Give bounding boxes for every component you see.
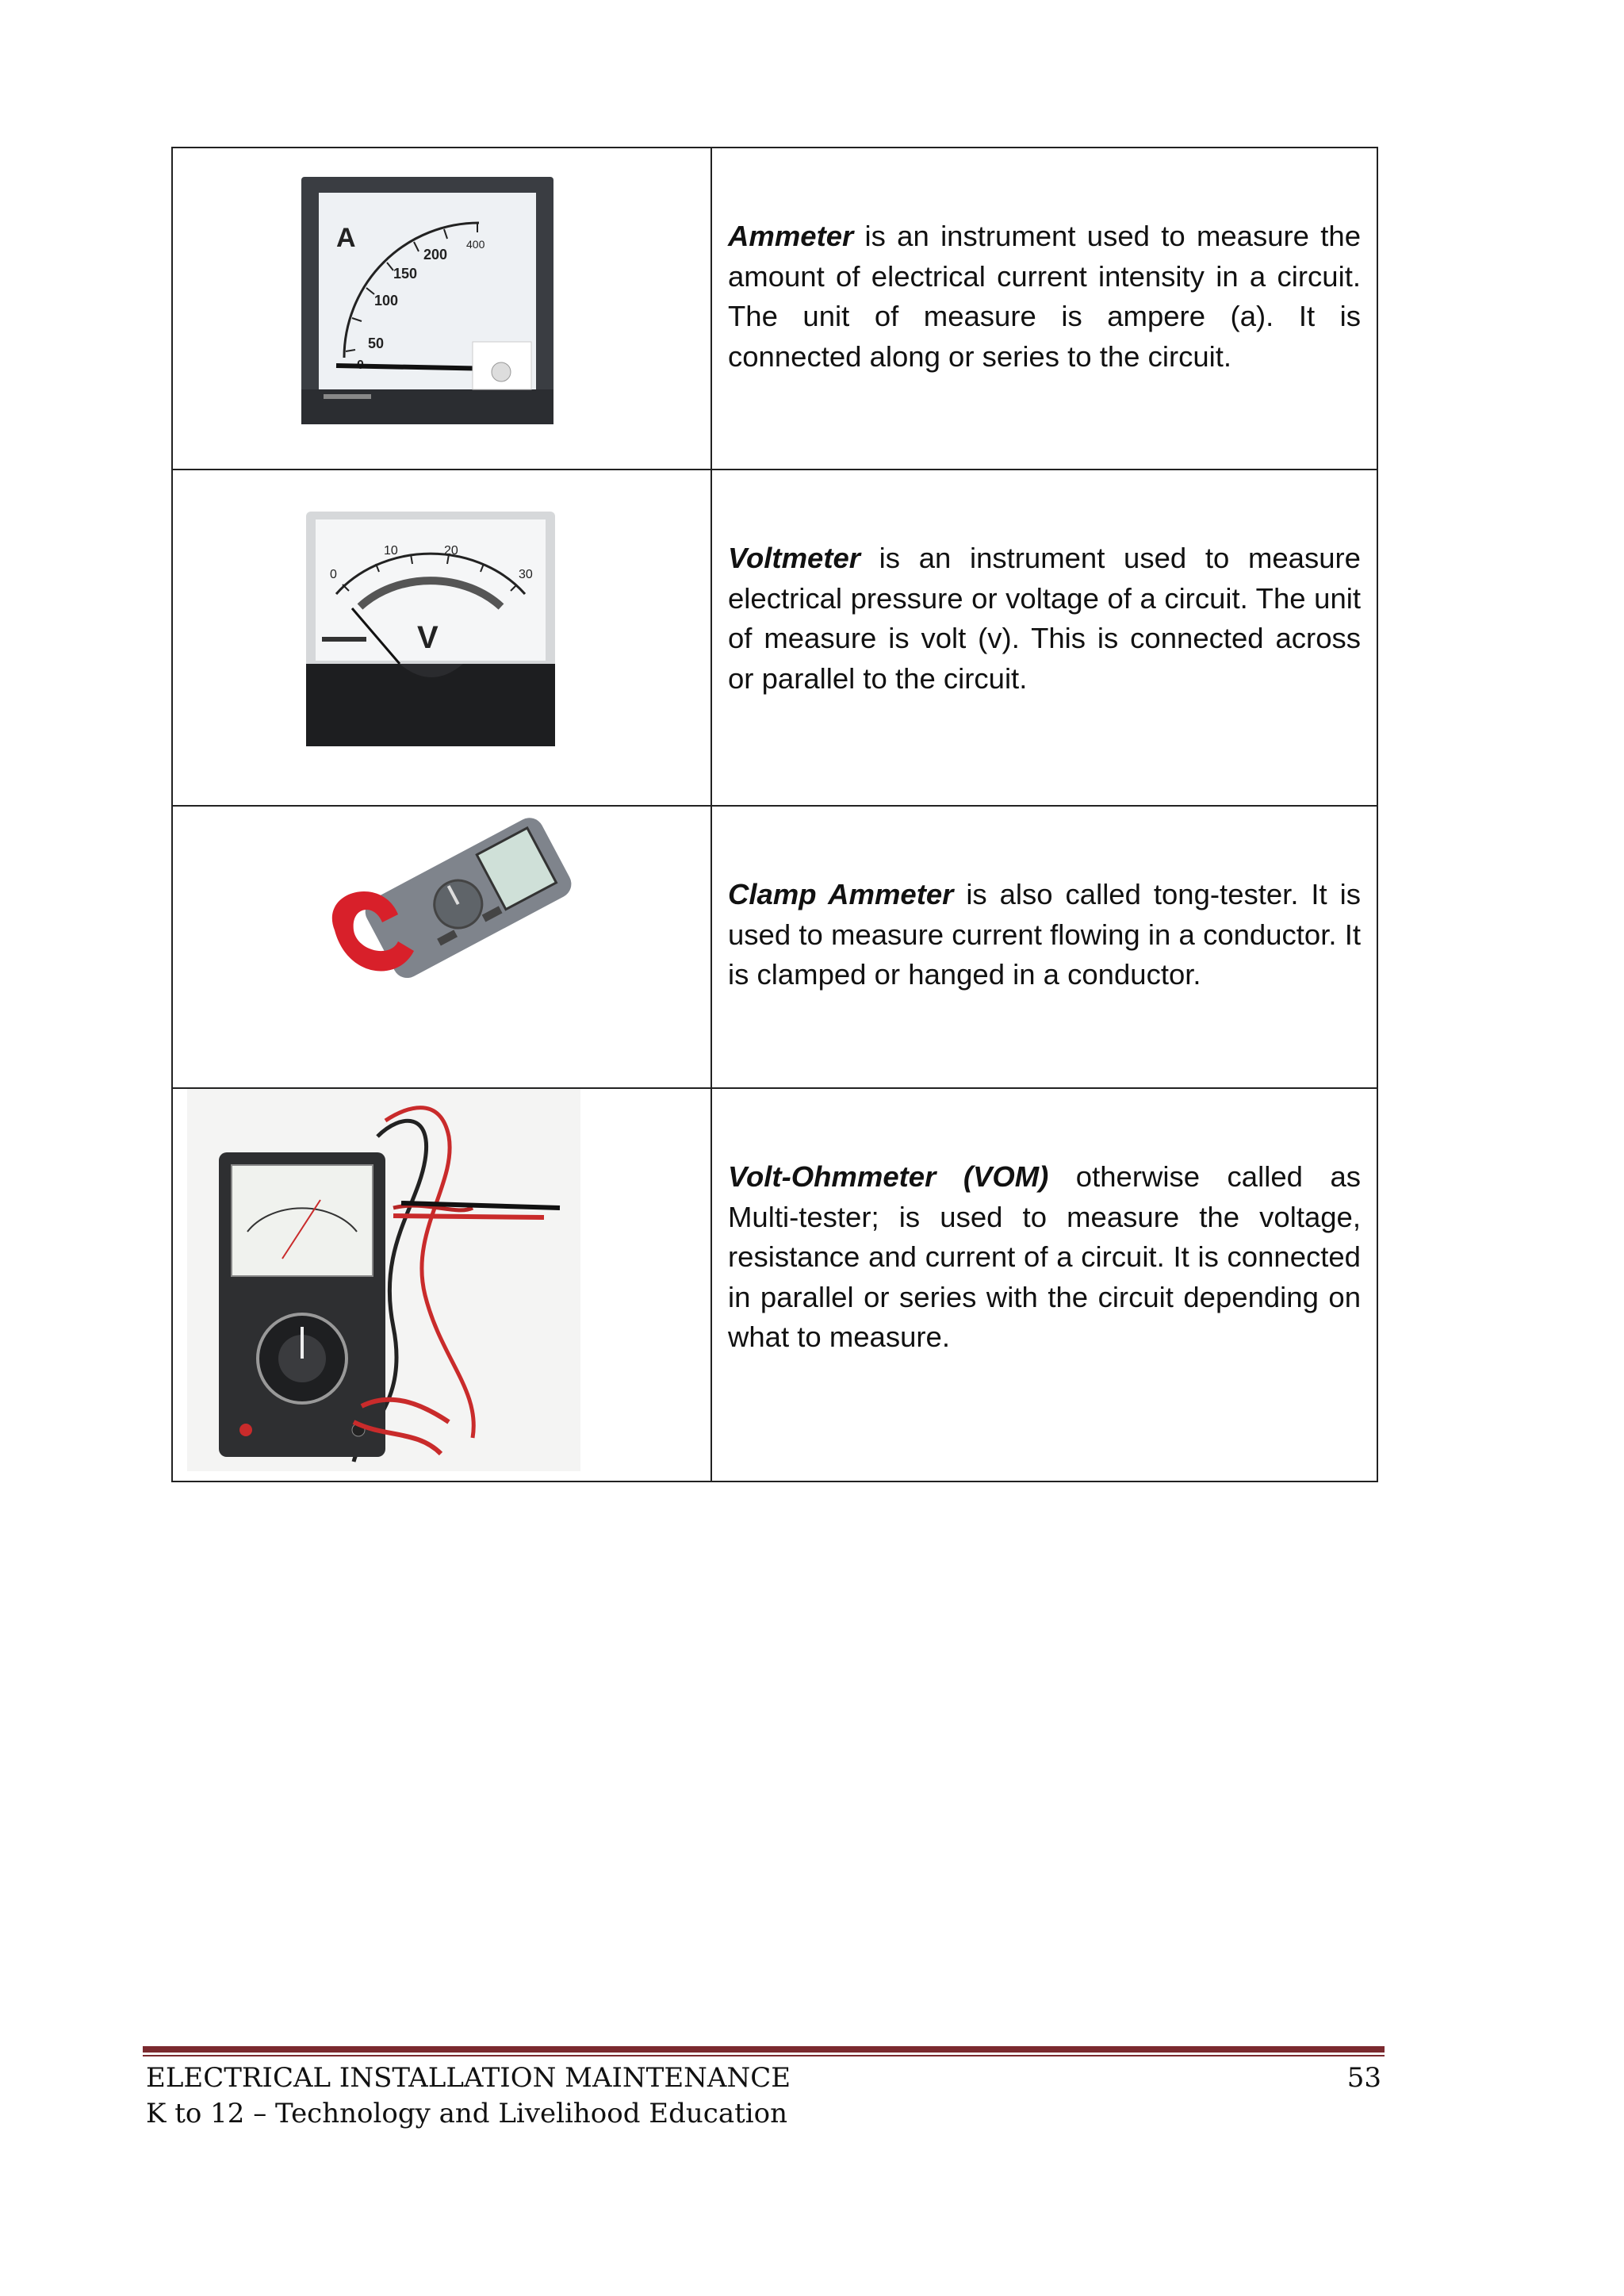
vom-text: otherwise called as Multi-tester; is used to measure the voltage, resistance and current of a circuit. It is connected in parallel or series with the circuit depending on what to measure. (728, 1160, 1361, 1353)
clamp-ammeter-text: is also called tong-tester. It is used to measure current flowing in a conductor. It is clamped or hanged in a conductor. (728, 878, 1362, 991)
page-number: 53 (1346, 2062, 1381, 2094)
clamp-ammeter-description-cell (711, 806, 1377, 1088)
clamp-ammeter-icon (303, 811, 585, 1022)
clamp-ammeter-image-cell (172, 806, 711, 1088)
ammeter-text: is an instrument used to measure the amount of electrical current intensity in a circuit. The unit of measure is ampere (a). It is connected along or series to the circuit. (728, 220, 1361, 373)
footer-rule-thick (143, 2046, 1385, 2053)
voltmeter-dial-letter: V (417, 620, 439, 655)
vom-term: Volt-Ohmmeter (VOM) (728, 1160, 1049, 1193)
ammeter-scale-150: 150 (393, 266, 418, 282)
voltmeter-scale-20: 20 (444, 544, 458, 558)
ammeter-dial-letter: A (336, 223, 356, 253)
clamp-ammeter-term: Clamp Ammeter (728, 878, 954, 910)
voltmeter-scale-0: 0 (330, 568, 337, 581)
voltmeter-term: Voltmeter (728, 542, 860, 574)
clamp-ammeter-description (728, 875, 1361, 995)
ammeter-scale-50: 50 (368, 335, 385, 351)
vom-description-cell (711, 1088, 1377, 1481)
ammeter-description (728, 217, 1361, 377)
ammeter-description-cell (711, 148, 1377, 470)
ammeter-scale-100: 100 (374, 293, 399, 309)
table-row-voltmeter (172, 470, 1377, 806)
footer-subtitle: K to 12 – Technology and Livelihood Education (146, 2098, 787, 2129)
voltmeter-image-cell (172, 470, 711, 806)
ammeter-image-cell (172, 148, 711, 470)
multitester-icon (187, 1089, 580, 1471)
table-row-clamp-ammeter (172, 806, 1377, 1088)
voltmeter-scale-30: 30 (519, 568, 533, 581)
ammeter-term: Ammeter (728, 220, 854, 252)
ammeter-icon (297, 175, 558, 427)
table-row-ammeter (172, 148, 1377, 470)
ammeter-scale-400: 400 (466, 238, 485, 251)
table-row-vom (172, 1088, 1377, 1481)
footer-rule-thin (143, 2055, 1385, 2056)
voltmeter-description (728, 539, 1361, 699)
instruments-table (171, 147, 1378, 1482)
voltmeter-icon (304, 508, 557, 754)
voltmeter-text: is an instrument used to measure electrical pressure or voltage of a circuit. The unit of measure is volt (v). This is connected across or parallel to the circuit. (728, 542, 1361, 695)
vom-image-cell (172, 1088, 711, 1481)
ammeter-scale-200: 200 (423, 247, 448, 263)
voltmeter-scale-10: 10 (384, 544, 398, 558)
voltmeter-description-cell (711, 470, 1377, 806)
vom-description (728, 1157, 1361, 1358)
footer-title: ELECTRICAL INSTALLATION MAINTENANCE (146, 2062, 791, 2094)
